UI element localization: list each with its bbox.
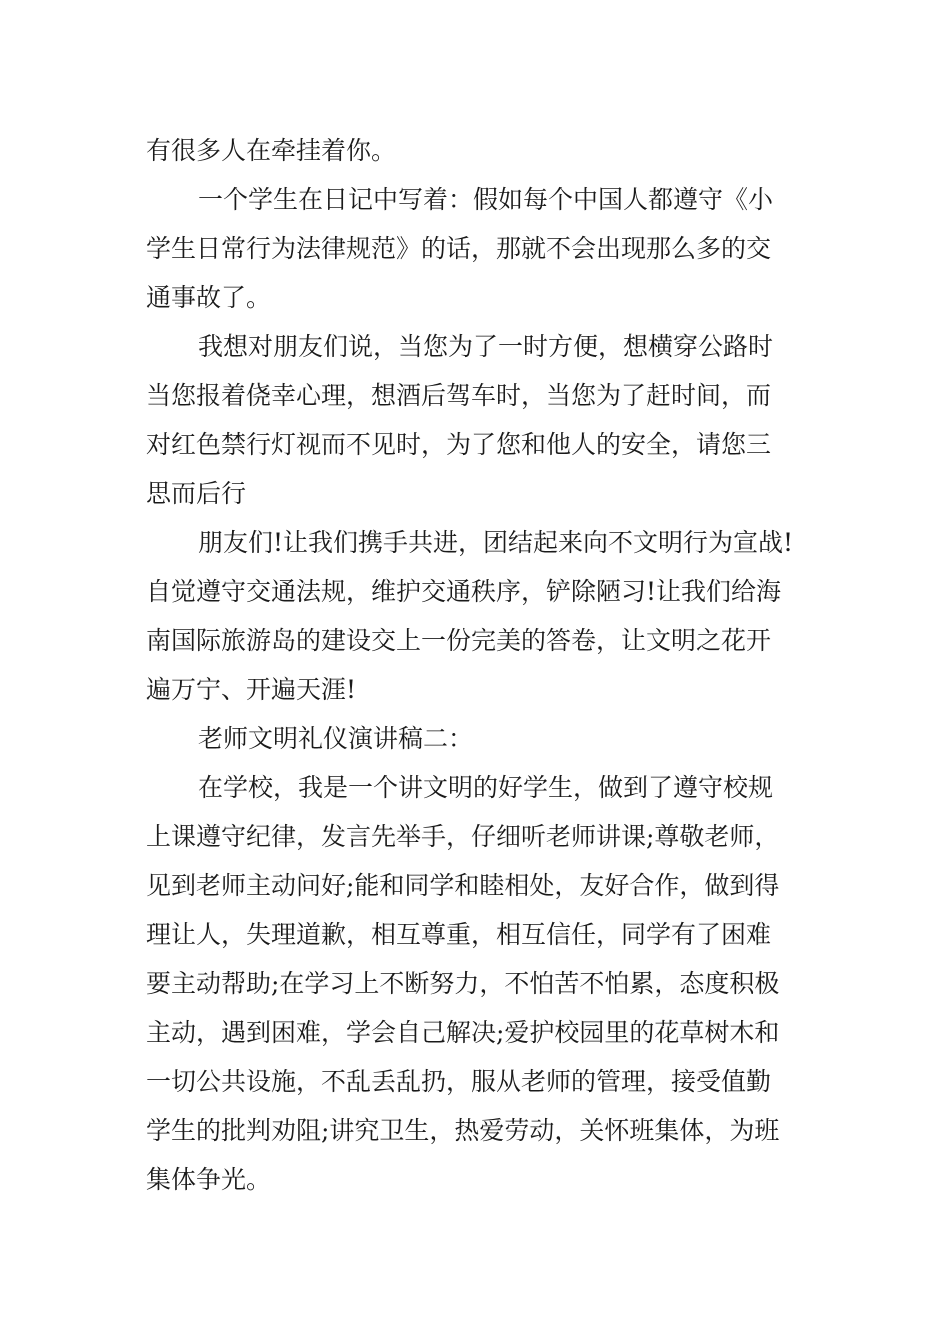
text-line: 对红色禁行灯视而不见时，为了您和他人的安全，请您三 [146, 430, 772, 459]
text-line: 我想对朋友们说，当您为了一时方便，想横穿公路时 [198, 332, 774, 361]
text-line: 上课遵守纪律，发言先举手，仔细听老师讲课;尊敬老师， [146, 822, 780, 851]
text-line: 要主动帮助;在学习上不断努力，不怕苦不怕累，态度积极 [146, 969, 780, 998]
text-line: 一个学生在日记中写着：假如每个中国人都遵守《小 [198, 185, 774, 214]
text-line: 朋友们!让我们携手共进，团结起来向不文明行为宣战! [198, 528, 794, 557]
section-heading: 老师文明礼仪演讲稿二： [198, 724, 474, 753]
text-line: 自觉遵守交通法规，维护交通秩序，铲除陋习!让我们给海 [146, 577, 782, 606]
text-line: 理让人，失理道歉，相互尊重，相互信任，同学有了困难 [146, 920, 772, 949]
text-line: 有很多人在牵挂着你。 [146, 136, 397, 165]
text-line: 集体争光。 [146, 1165, 272, 1194]
text-line: 主动，遇到困难，学会自己解决;爱护校园里的花草树木和 [146, 1018, 780, 1047]
text-line: 思而后行 [146, 479, 247, 508]
text-line: 学生的批判劝阻;讲究卫生，热爱劳动，关怀班集体，为班 [146, 1116, 780, 1145]
text-line: 一切公共设施，不乱丢乱扔，服从老师的管理，接受值勤 [146, 1067, 772, 1096]
text-line: 当您报着侥幸心理，想酒后驾车时，当您为了赶时间，而 [146, 381, 772, 410]
document-body [146, 126, 816, 1204]
text-line: 通事故了。 [146, 283, 272, 312]
text-line: 南国际旅游岛的建设交上一份完美的答卷，让文明之花开 [146, 626, 772, 655]
text-line: 遍万宁、开遍天涯! [146, 675, 357, 704]
text-line: 学生日常行为法律规范》的话，那就不会出现那么多的交 [146, 234, 772, 263]
text-line: 在学校，我是一个讲文明的好学生，做到了遵守校规 [198, 773, 774, 802]
text-line: 见到老师主动问好;能和同学和睦相处，友好合作，做到得 [146, 871, 780, 900]
